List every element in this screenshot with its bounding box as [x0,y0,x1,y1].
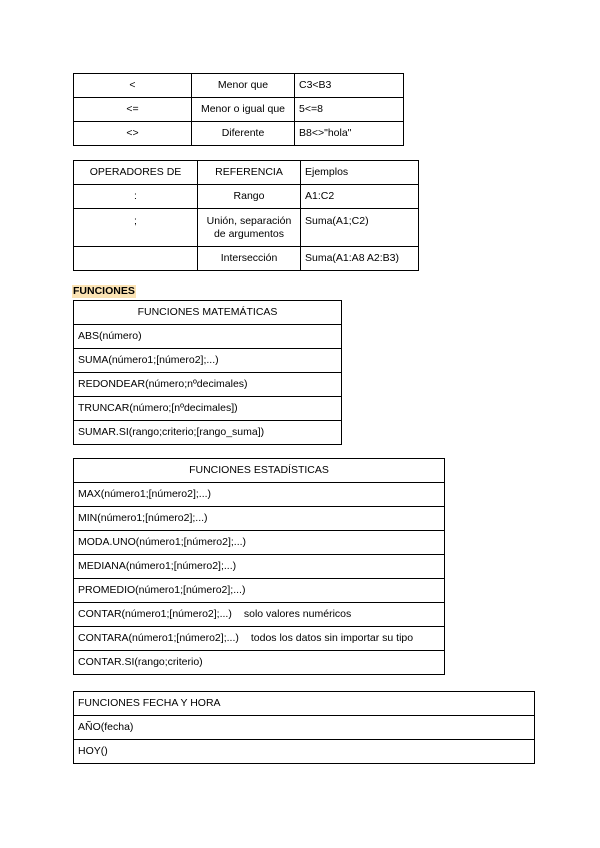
function-cell: AÑO(fecha) [74,716,535,740]
table-row [74,603,445,627]
operator-cell: <= [74,98,192,122]
table-row [74,507,445,531]
comparison-operators-table [73,73,404,146]
statistics-functions-table [73,458,445,675]
function-name: MAX(número1;[número2];...) [78,488,212,500]
operator-cell [74,247,198,271]
function-cell: TRUNCAR(número;[nºdecimales]) [74,397,342,421]
table-row [74,349,342,373]
example-cell: C3<B3 [295,74,404,98]
function-name: PROMEDIO(número1;[número2];...) [78,584,246,596]
table-row [74,74,404,98]
function-cell [74,579,445,603]
table-header-row [74,301,342,325]
function-cell: REDONDEAR(número;nºdecimales) [74,373,342,397]
table-row [74,555,445,579]
operator-cell: < [74,74,192,98]
description-cell: Diferente [192,122,295,146]
function-name: MODA.UNO(número1;[número2];...) [78,536,247,548]
table-header-row [74,692,535,716]
description-cell: Menor que [192,74,295,98]
function-cell [74,555,445,579]
function-note: solo valores numéricos [243,608,352,620]
description-cell: Unión, separación de argumentos [198,209,301,247]
function-name: CONTAR.SI(rango;criterio) [78,656,203,668]
function-cell [74,651,445,675]
table-row [74,209,419,247]
function-cell [74,483,445,507]
function-cell [74,603,445,627]
table-row [74,627,445,651]
example-cell: Suma(A1:A8 A2:B3) [301,247,419,271]
table-row [74,579,445,603]
table-row [74,483,445,507]
description-cell: Intersección [198,247,301,271]
table-header-row [74,161,419,185]
table-row [74,421,342,445]
function-cell: SUMAR.SI(rango;criterio;[rango_suma]) [74,421,342,445]
table-row [74,185,419,209]
table-row [74,325,342,349]
description-cell: Menor o igual que [192,98,295,122]
table-row [74,247,419,271]
table-row [74,716,535,740]
table-row [74,531,445,555]
date-time-functions-table [73,691,535,764]
function-cell: HOY() [74,740,535,764]
function-cell [74,531,445,555]
table-header-row [74,459,445,483]
function-cell: SUMA(número1;[número2];...) [74,349,342,373]
example-cell: 5<=8 [295,98,404,122]
operator-cell: ; [74,209,198,247]
table-row [74,651,445,675]
table-row [74,397,342,421]
example-cell: B8<>"hola" [295,122,404,146]
table-title: FUNCIONES FECHA Y HORA [74,692,535,716]
description-cell: Rango [198,185,301,209]
table-row [74,122,404,146]
example-cell: Suma(A1;C2) [301,209,419,247]
function-name: CONTARA(número1;[número2];...) [78,632,239,644]
example-cell: A1:C2 [301,185,419,209]
header-cell: Ejemplos [301,161,419,185]
function-cell [74,627,445,651]
reference-operators-table [73,160,419,271]
function-cell [74,507,445,531]
table-title: FUNCIONES ESTADÍSTICAS [74,459,445,483]
operator-cell: : [74,185,198,209]
math-functions-table [73,300,342,445]
function-note: todos los datos sin importar su tipo [250,632,414,644]
function-name: MIN(número1;[número2];...) [78,512,208,524]
function-cell: ABS(número) [74,325,342,349]
table-row [74,373,342,397]
header-cell: REFERENCIA [198,161,301,185]
header-cell: OPERADORES DE [74,161,198,185]
table-row [74,740,535,764]
function-name: MEDIANA(número1;[número2];...) [78,560,237,572]
funciones-heading: FUNCIONES [73,285,135,297]
table-title: FUNCIONES MATEMÁTICAS [74,301,342,325]
operator-cell: <> [74,122,192,146]
table-row [74,98,404,122]
function-name: CONTAR(número1;[número2];...) [78,608,232,620]
